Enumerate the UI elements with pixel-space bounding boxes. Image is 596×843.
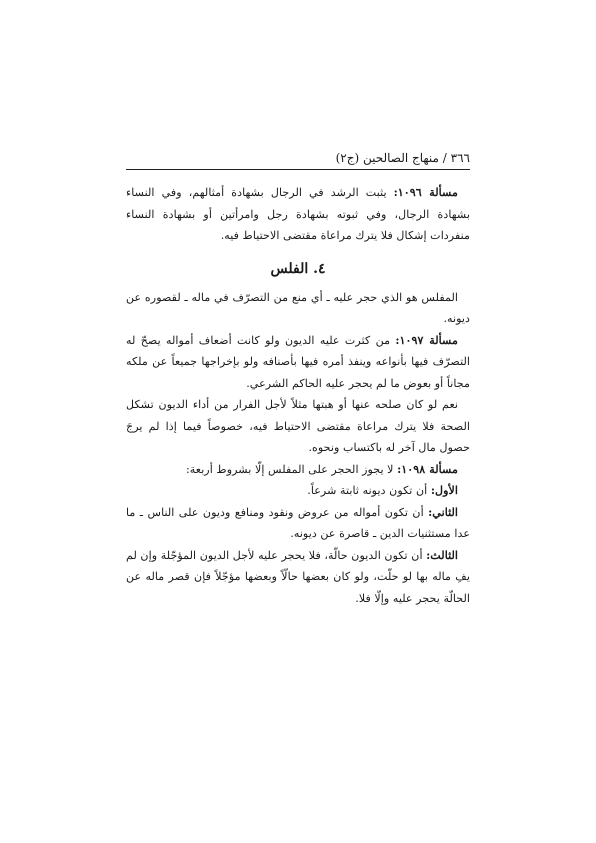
issue-label: مسألة ١٠٩٦:	[393, 185, 458, 199]
paragraph-condition-1	[126, 480, 470, 502]
paragraph-text: أن تكون الديون حالّة، فلا يحجر عليه لأجل الديون المؤجّلة وإن لم يفِ ماله بها لو حلّت، ولو كان بعضها حالّاً وبعضها مؤجّلاً فإن قصر ماله عن الحالّة يحجر عليه وإلّا فلا.	[126, 548, 470, 605]
issue-label: مسألة ١٠٩٧:	[395, 332, 458, 347]
paragraph-issue-1096	[126, 182, 470, 247]
issue-label: مسألة ١٠٩٨:	[397, 461, 458, 476]
paragraph-condition-3	[126, 545, 470, 610]
paragraph-issue-1098	[126, 459, 470, 481]
paragraph-text: أن تكون ديونه ثابتة شرعاً.	[307, 484, 431, 497]
paragraph-text: لا يجوز الحجر على المفلس إلّا بشروط أربعة:	[186, 462, 398, 476]
paragraph-text: من كثرت عليه الديون ولو كانت أضعاف أمواله يصحّ له التصرّف فيها بأنواعه وينفذ أمره فيها بأصنافه ولو بإخراجها جميعاً عن ملكه مجاناً أو بعوض ما لم يحجر عليه الحاكم الشرعي.	[126, 333, 470, 390]
running-header: ٣٦٦ / منهاج الصالحين (ج٢)	[126, 150, 470, 170]
page-content	[126, 150, 470, 609]
condition-label: الثاني:	[428, 504, 458, 519]
paragraph-issue-1097	[126, 330, 470, 395]
paragraph-exception: نعم لو كان صلحه عنها أو هبتها مثلاً لأجل الفرار من أداء الديون تشكل الصحة فلا يترك مراعاة مقتضى الاحتياط فيه، خصوصاً فيما إذا لم يرجَ حصول مال آخر له باكتساب ونحوه.	[126, 398, 470, 454]
paragraph-condition-2	[126, 502, 470, 545]
paragraph-text: أن تكون أمواله من عروض ونقود ومنافع وديون على الناس ـ ما عدا مستثنيات الدين ـ قاصرة عن ديونه.	[126, 505, 470, 540]
condition-label: الثالث:	[426, 547, 458, 562]
paragraph-definition: المفلس هو الذي حجر عليه ـ أي منع من التصرّف في ماله ـ لقصوره عن ديونه.	[126, 290, 470, 325]
section-title: ٤. الفلس	[270, 260, 326, 277]
condition-label: الأول:	[430, 483, 458, 497]
paragraph-text: يثبت الرشد في الرجال بشهادة أمثالهم، وفي النساء بشهادة الرجال، وفي ثبوته بشهادة رجل وامرأتين أو بشهادة النساء منفردات إشكال فلا يترك مراعاة مقتضى الاحتياط فيه.	[126, 186, 470, 242]
